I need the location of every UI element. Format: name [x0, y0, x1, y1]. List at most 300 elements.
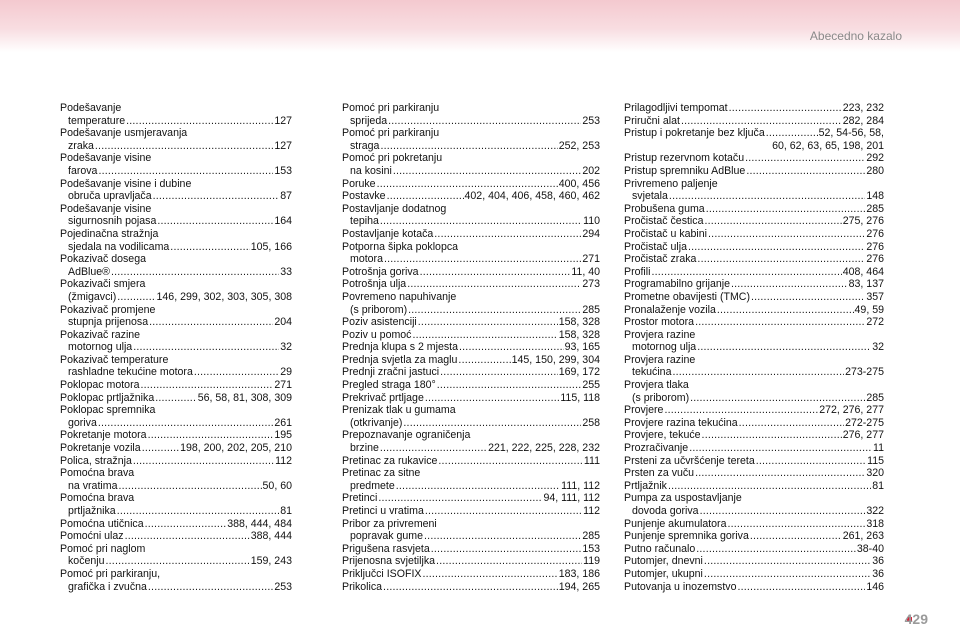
index-entry [624, 455, 884, 468]
page-references: 285 [582, 303, 600, 316]
index-entry [342, 266, 600, 279]
dot-leader [412, 329, 557, 342]
index-entry [342, 241, 600, 266]
index-term: Pribor za privremeni [342, 517, 437, 530]
page-references: 153 [274, 164, 292, 177]
dot-leader [148, 429, 274, 442]
page-references: 38-40 [856, 542, 884, 555]
page-references-continued: 60, 62, 63, 65, 198, 201 [772, 139, 884, 152]
index-entry [60, 102, 292, 127]
index-entry [624, 115, 884, 128]
index-term: Pomoć pri parkiranju [342, 102, 440, 114]
index-term: Priključci ISOFIX [342, 567, 422, 580]
page-references: 153 [582, 542, 600, 555]
dot-leader [688, 241, 865, 254]
dot-leader [737, 581, 865, 594]
index-entry [60, 455, 292, 468]
index-subterm: kočenju [68, 555, 105, 568]
dot-leader [440, 366, 558, 379]
dot-leader [681, 115, 842, 128]
page-references: 11, 40 [571, 265, 600, 278]
dot-leader [118, 480, 261, 493]
index-entry [342, 190, 600, 203]
index-entry [342, 178, 600, 191]
index-term: Pronalaženje vozila [624, 303, 716, 316]
index-subterm: straga [350, 139, 380, 152]
index-term: Pokazivač promjene [60, 303, 156, 316]
index-entry [624, 152, 884, 165]
dot-leader [437, 379, 582, 392]
dot-leader [751, 291, 865, 304]
dot-leader [459, 341, 564, 354]
index-term: Pročistač ulja [624, 240, 687, 253]
page-references: 33 [280, 265, 292, 278]
index-term: Podešavanje [60, 102, 122, 114]
page-references: 158, 328 [558, 316, 600, 329]
index-term: Potrošnja goriva [342, 265, 419, 278]
index-term: Prilagodljivi tempomat [624, 102, 728, 114]
page-references: 159, 243 [250, 555, 292, 568]
index-entry [342, 152, 600, 177]
index-entry [60, 467, 292, 492]
index-term: Prenizak tlak u gumama [342, 404, 456, 417]
page-references: 83, 137 [848, 278, 884, 291]
page-references: 145, 150, 299, 304 [511, 353, 600, 366]
index-term: Pomoć pri naglom [60, 542, 146, 555]
index-entry [342, 404, 600, 429]
index-entry [60, 543, 292, 568]
index-subterm: goriva [68, 416, 97, 429]
dot-leader [383, 581, 558, 594]
index-entry [60, 530, 292, 543]
index-term: Profili [624, 265, 651, 278]
page-references: 29 [280, 366, 292, 379]
index-term: Putno računalo [624, 542, 696, 555]
dot-leader [157, 215, 273, 228]
dot-leader [431, 543, 582, 556]
index-entry [624, 253, 884, 266]
index-term: Prepoznavanje ograničenja [342, 429, 471, 442]
dot-leader [425, 392, 559, 405]
index-entry [624, 316, 884, 329]
index-subterm: prtljažnika [68, 505, 116, 517]
page-references: 320 [866, 467, 884, 480]
index-entry [342, 228, 600, 241]
page-references: 115, 118 [560, 391, 600, 404]
index-term: Podešavanje visine i dubine [60, 177, 192, 190]
index-term: Poziv u pomoć [342, 328, 412, 341]
page-references: 408, 464 [842, 265, 884, 278]
index-entry [624, 228, 884, 241]
index-term: Pomoćna utičnica [60, 517, 144, 530]
index-entry [624, 329, 884, 354]
page-references: 115 [867, 454, 884, 467]
index-term: Postavke [342, 190, 386, 203]
index-entry [342, 316, 600, 329]
page-references: 111, 112 [561, 479, 600, 492]
index-term: Prednja svjetla za maglu [342, 353, 458, 366]
index-term: Provjere [624, 404, 664, 417]
page-references: 221, 222, 225, 228, 232 [488, 442, 600, 455]
page-references: 146, 299, 302, 303, 305, 308 [156, 290, 292, 303]
index-entry [342, 102, 600, 127]
dot-leader [689, 442, 872, 455]
index-term: Pomoćna brava [60, 467, 135, 480]
index-term: Pročistač u kabini [624, 227, 708, 240]
index-term: Pretinac za sitne [342, 467, 421, 480]
index-term: Provjera razine [624, 328, 696, 341]
dot-leader [669, 190, 865, 203]
dot-leader [95, 140, 273, 153]
index-entry [60, 492, 292, 517]
dot-leader [706, 203, 866, 216]
index-term: Provjera tlaka [624, 379, 689, 392]
page-references: 87 [280, 190, 292, 203]
page-references: 105, 166 [250, 240, 292, 253]
index-term: Prostor motora [624, 316, 695, 329]
index-entry [624, 165, 884, 178]
index-term: Pojedinačna stražnja [60, 227, 159, 240]
index-term: Provjera razine [624, 353, 696, 366]
index-subterm: (otkrivanje) [350, 416, 403, 429]
dot-leader [739, 417, 844, 430]
index-entry [624, 492, 884, 517]
dot-leader [700, 505, 866, 518]
page-references: 388, 444, 484 [227, 517, 292, 530]
index-entry [60, 568, 292, 593]
dot-leader [695, 467, 865, 480]
index-entry [624, 530, 884, 543]
dot-leader [378, 492, 542, 505]
dot-leader [425, 505, 582, 518]
index-term: Pomoćni ulaz [60, 530, 124, 543]
dot-leader [434, 228, 581, 241]
index-entry [60, 278, 292, 303]
page-references: 49, 59 [854, 303, 884, 316]
index-term: Prednji zračni jastuci [342, 366, 440, 379]
dot-leader [727, 518, 865, 531]
page-references: 32 [872, 341, 884, 354]
index-term: Prikolica [342, 580, 383, 593]
section-title: Abecedno kazalo [809, 29, 902, 43]
index-entry [624, 291, 884, 304]
index-term: Pročistač čestica [624, 215, 704, 228]
index-subterm: dovoda goriva [632, 505, 699, 517]
dot-leader [702, 429, 842, 442]
page-references: 253 [582, 114, 600, 127]
dot-leader [717, 304, 854, 317]
index-entry [342, 467, 600, 492]
index-column-2 [342, 102, 600, 593]
index-subterm: popravak gume [350, 530, 424, 543]
dot-leader [380, 442, 487, 455]
page-references: 271 [582, 253, 600, 266]
dot-leader [458, 354, 510, 367]
page-references: 272, 276, 277 [819, 404, 884, 417]
page-references: 258 [582, 416, 600, 429]
dot-leader [766, 127, 818, 140]
index-entry [60, 228, 292, 253]
index-subterm: na vratima [68, 479, 118, 492]
index-entry [342, 555, 600, 568]
index-term: Privremeno paljenje [624, 177, 718, 190]
page-references: 388, 444 [250, 530, 292, 543]
dot-leader [708, 228, 865, 241]
index-entry [342, 329, 600, 342]
index-entry [624, 178, 884, 203]
index-subterm: sjedala na vodilicama [68, 240, 170, 253]
index-entry [624, 127, 884, 152]
index-entry [342, 492, 600, 505]
dot-leader [750, 530, 842, 543]
index-entry [60, 203, 292, 228]
index-term: Prozračivanje [624, 442, 689, 455]
index-entry [60, 253, 292, 278]
index-term: Priručni alat [624, 114, 680, 127]
index-term: Prsten za vuču [624, 467, 695, 480]
dot-leader [690, 392, 865, 405]
index-entry [342, 568, 600, 581]
page-references: 36 [872, 555, 884, 568]
dot-leader [98, 165, 273, 178]
index-subterm: motornog ulja [68, 341, 133, 354]
dot-leader [380, 215, 582, 228]
index-subterm: temperature [68, 114, 126, 127]
dot-leader [407, 278, 581, 291]
index-subterm: grafička i zvučna [68, 580, 147, 593]
page-references: 272-275 [845, 416, 884, 429]
index-entry [60, 329, 292, 354]
index-entry [342, 518, 600, 543]
page-number: 429 [904, 611, 928, 627]
index-entry [624, 266, 884, 279]
page-references: 202 [582, 164, 600, 177]
dot-leader [731, 278, 848, 291]
index-entry [342, 291, 600, 316]
page-references: 322 [866, 505, 884, 517]
page-references: 285 [866, 202, 884, 215]
index-term: Pomoćna brava [60, 492, 135, 505]
index-subterm: rashladne tekućine motora [68, 366, 193, 379]
index-term: Pristup spremniku AdBlue [624, 164, 746, 177]
dot-leader [438, 455, 583, 468]
index-column-3 [624, 102, 884, 593]
index-entry [624, 241, 884, 254]
page-references: 93, 165 [564, 341, 600, 354]
page-references: 127 [274, 139, 292, 152]
index-entry [624, 354, 884, 379]
index-entry [342, 341, 600, 354]
index-entry [624, 518, 884, 531]
index-entry [342, 392, 600, 405]
dot-leader [697, 341, 871, 354]
dot-leader [697, 253, 865, 266]
page-references: 119 [583, 555, 600, 568]
dot-leader [422, 568, 557, 581]
page-references: 271 [274, 379, 292, 392]
index-term: Prsteni za učvršćenje tereta [624, 454, 755, 467]
page-references: 253 [274, 580, 292, 593]
index-entry [624, 442, 884, 455]
index-entry [624, 543, 884, 556]
page-references: 261, 263 [842, 530, 884, 543]
index-entry [342, 505, 600, 518]
index-term: Poklopac spremnika [60, 404, 156, 417]
dot-leader [145, 518, 227, 531]
index-entry [342, 455, 600, 468]
index-entry [60, 392, 292, 405]
index-entry [60, 429, 292, 442]
index-entry [342, 366, 600, 379]
dot-leader [696, 543, 856, 556]
dot-leader [155, 392, 197, 405]
index-subterm: motornog ulja [632, 341, 697, 354]
index-term: Pokazivač temperature [60, 353, 169, 366]
index-term: Pročistač zraka [624, 253, 697, 266]
index-entry [624, 203, 884, 216]
index-subterm: stupnja prijenosa [68, 316, 149, 329]
dot-leader [380, 140, 557, 153]
page-references: 400, 456 [558, 177, 600, 190]
page-references: 276 [866, 240, 884, 253]
dot-leader [126, 115, 273, 128]
index-term: Pokretanje motora [60, 429, 147, 442]
page-references: 272 [866, 316, 884, 329]
page-references: 94, 111, 112 [543, 492, 600, 505]
index-term: Potrošnja ulja [342, 278, 407, 291]
index-subterm: sigurnosnih pojasa [68, 215, 157, 228]
index-subterm: (žmigavci) [68, 290, 117, 303]
page-references: 52, 54-56, 58, [818, 127, 884, 140]
index-term: Pretinci [342, 492, 378, 505]
index-term: Programabilno grijanje [624, 278, 730, 291]
dot-leader [106, 555, 250, 568]
index-entry [342, 203, 600, 228]
index-entry [624, 278, 884, 291]
dot-leader [125, 530, 250, 543]
index-entry [60, 127, 292, 152]
index-term: Pristup i pokretanje bez ključa [624, 127, 765, 140]
index-term: Pretinci u vratima [342, 505, 424, 517]
page-references: 273-275 [845, 366, 884, 379]
dot-leader [133, 341, 279, 354]
dot-leader [133, 455, 274, 468]
index-term: Prijenosna svjetiljka [342, 555, 436, 568]
index-term: Putomjer, ukupni [624, 567, 703, 580]
index-term: Pomoć pri parkiranju [342, 127, 440, 140]
dot-leader [668, 480, 871, 493]
index-term: Punjenje spremnika goriva [624, 530, 749, 543]
dot-leader [384, 253, 581, 266]
index-term: Podešavanje visine [60, 152, 152, 165]
page-references: 276, 277 [842, 429, 884, 442]
index-term: Putovanja u inozemstvo [624, 580, 737, 593]
index-term: Pokretanje vozila [60, 442, 141, 455]
page-references: 56, 58, 81, 308, 309 [197, 391, 292, 404]
index-term: Poklopac motora [60, 379, 140, 392]
page-references: 32 [280, 341, 292, 354]
dot-leader [117, 505, 280, 518]
page-references: 285 [582, 530, 600, 543]
index-subterm: (s priborom) [632, 391, 690, 404]
dot-leader [170, 241, 249, 254]
page-references: 282, 284 [842, 114, 884, 127]
index-term: Punjenje akumulatora [624, 517, 727, 530]
index-entry [342, 543, 600, 556]
page-references: 223, 232 [842, 102, 884, 114]
index-term: Prometne obavijesti (TMC) [624, 290, 750, 303]
index-term: Poruke [342, 177, 376, 190]
page-references: 198, 200, 202, 205, 210 [180, 442, 292, 455]
index-entry [624, 304, 884, 317]
index-term: Prtljažnik [624, 479, 667, 492]
index-column-1 [60, 102, 292, 593]
dot-leader [377, 178, 558, 191]
page-references: 273 [582, 278, 600, 291]
index-subterm: tepiha [350, 215, 379, 228]
index-subterm: obruča upravljača [68, 190, 152, 203]
index-subterm: motora [350, 253, 383, 266]
dot-leader [664, 404, 818, 417]
dot-leader [141, 379, 274, 392]
index-entry [624, 379, 884, 404]
dot-leader [424, 530, 581, 543]
page-references: 81 [872, 479, 884, 492]
page-references: 276 [866, 253, 884, 266]
index-term: Prigušena rasvjeta [342, 542, 430, 555]
index-entry [624, 215, 884, 228]
dot-leader [652, 266, 842, 279]
dot-leader [436, 555, 582, 568]
index-entry [624, 581, 884, 594]
index-entry [342, 278, 600, 291]
index-entry [60, 442, 292, 455]
dot-leader [745, 152, 865, 165]
page-references: 294 [582, 227, 600, 240]
index-subterm: na kosini [350, 164, 392, 177]
index-term: Pokazivači smjera [60, 278, 146, 291]
page-references: 275, 276 [842, 215, 884, 228]
index-subterm: predmete [350, 479, 395, 492]
page-references: 158, 328 [558, 328, 600, 341]
page-references: 261 [274, 416, 292, 429]
index-term: Prednja klupa s 2 mjesta [342, 341, 459, 354]
index-term: Pumpa za uspostavljanje [624, 492, 742, 505]
index-term: Pretinac za rukavice [342, 454, 438, 467]
page-references: 252, 253 [558, 139, 600, 152]
page-references: 318 [866, 517, 884, 530]
page-references: 195 [274, 429, 292, 442]
index-entry [624, 480, 884, 493]
page-references: 111 [583, 454, 600, 467]
index-term: Podešavanje visine [60, 202, 152, 215]
index-term: Pristup rezervnom kotaču [624, 152, 745, 165]
index-entry [60, 152, 292, 177]
index-term: Putomjer, dnevni [624, 555, 703, 568]
index-term: Pregled straga 180° [342, 379, 436, 392]
index-entry [342, 379, 600, 392]
dot-leader [117, 291, 155, 304]
page-references: 169, 172 [558, 366, 600, 379]
index-subterm: zraka [68, 139, 94, 152]
page-references: 292 [866, 152, 884, 165]
dot-leader [418, 316, 558, 329]
page-references: 402, 404, 406, 458, 460, 462 [464, 190, 600, 203]
page-references: 50, 60 [262, 479, 292, 492]
page-references: 183, 186 [558, 567, 600, 580]
dot-leader [408, 304, 581, 317]
header-band [0, 0, 960, 52]
